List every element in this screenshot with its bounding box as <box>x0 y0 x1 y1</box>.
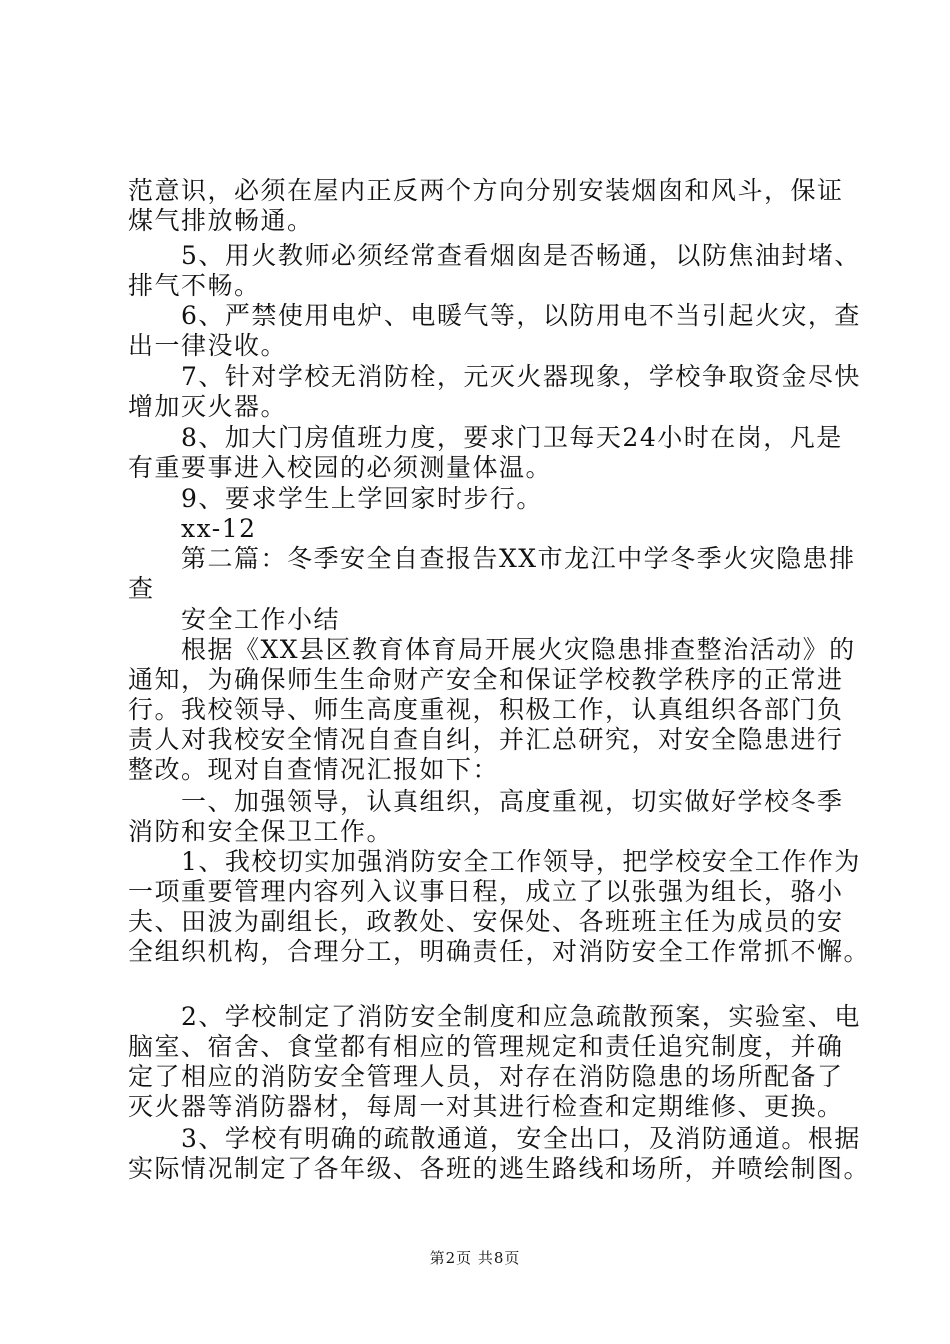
text-line: 8、加大门房值班力度，要求门卫每天24小时在岗，凡是 <box>128 423 843 452</box>
text-line: 6、严禁使用电炉、电暖气等，以防用电不当引起火灾，查 <box>128 301 861 330</box>
text-line: 9、要求学生上学回家时步行。 <box>128 484 543 513</box>
text-line: 通知，为确保师生生命财产安全和保证学校教学秩序的正常进 <box>128 665 844 694</box>
text-line: 排气不畅。 <box>128 271 261 300</box>
text-line: 3、学校有明确的疏散通道，安全出口，及消防通道。根据 <box>128 1124 861 1153</box>
text-line: 增加灭火器。 <box>128 392 288 421</box>
section-subheading: 安全工作小结 <box>128 605 341 634</box>
text-line: 全组织机构，合理分工，明确责任，对消防安全工作常抓不懈。 <box>128 937 871 966</box>
text-line: xx-12 <box>128 514 257 543</box>
text-line: 消防和安全保卫工作。 <box>128 817 394 846</box>
text-line: 一、加强领导，认真组织，高度重视，切实做好学校冬季 <box>128 787 844 816</box>
text-line: 2、学校制定了消防安全制度和应急疏散预案，实验室、电 <box>128 1002 861 1031</box>
text-line: 整改。现对自查情况汇报如下： <box>128 755 500 784</box>
text-line: 1、我校切实加强消防安全工作领导，把学校安全工作作为 <box>128 847 861 876</box>
text-line: 行。我校领导、师生高度重视，积极工作，认真组织各部门负 <box>128 695 844 724</box>
page-footer: 第2页 共8页 <box>429 1249 521 1267</box>
text-line: 有重要事进入校园的必须测量体温。 <box>128 453 553 482</box>
text-line: 灭火器等消防器材，每周一对其进行检查和定期维修、更换。 <box>128 1092 844 1121</box>
text-line: 范意识，必须在屋内正反两个方向分别安装烟囱和风斗，保证 <box>128 176 844 205</box>
section-heading: 第二篇：冬季安全自查报告XX市龙江中学冬季火灾隐患排 <box>128 544 856 573</box>
text-line: 出一律没收。 <box>128 331 288 360</box>
text-line: 7、针对学校无消防栓，元灭火器现象，学校争取资金尽快 <box>128 362 861 391</box>
text-line: 脑室、宿舍、食堂都有相应的管理规定和责任追究制度，并确 <box>128 1032 844 1061</box>
text-line: 责人对我校安全情况自查自纠，并汇总研究，对安全隐患进行 <box>128 725 844 754</box>
text-line: 夫、田波为副组长，政教处、安保处、各班班主任为成员的安 <box>128 907 844 936</box>
text-line: 实际情况制定了各年级、各班的逃生路线和场所，并喷绘制图。 <box>128 1154 871 1183</box>
section-heading: 查 <box>128 574 155 603</box>
text-line: 5、用火教师必须经常查看烟囱是否畅通，以防焦油封堵、 <box>128 241 861 270</box>
text-line: 煤气排放畅通。 <box>128 206 314 235</box>
text-line: 一项重要管理内容列入议事日程，成立了以张强为组长，骆小 <box>128 877 844 906</box>
text-line: 定了相应的消防安全管理人员，对存在消防隐患的场所配备了 <box>128 1062 844 1091</box>
text-line: 根据《XX县区教育体育局开展火灾隐患排查整治活动》的 <box>128 635 856 664</box>
